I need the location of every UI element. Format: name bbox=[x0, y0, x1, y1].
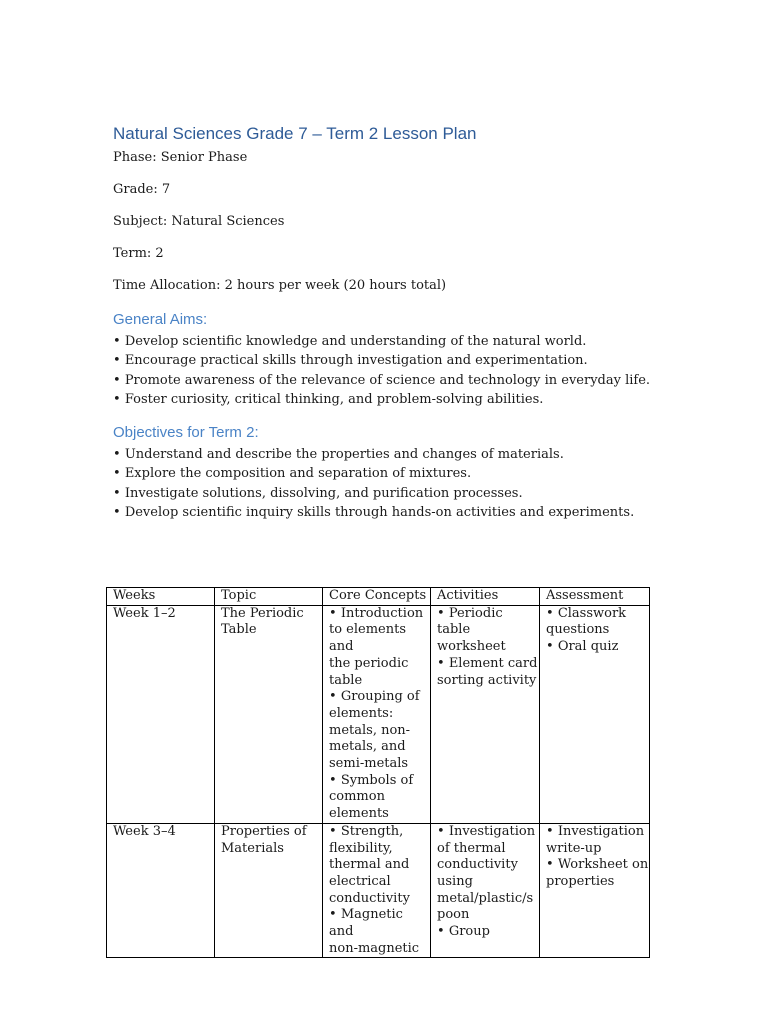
concept-line: the periodic bbox=[329, 655, 409, 671]
assessment-line: write-up bbox=[546, 840, 602, 856]
activity-line: • Investigation bbox=[437, 824, 539, 841]
activity-line: • Group bbox=[437, 924, 539, 941]
activities-cell bbox=[431, 605, 540, 823]
concept-line: elements bbox=[329, 806, 389, 822]
list-item: • Encourage practical skills through investigation and experimentation. bbox=[113, 351, 650, 370]
table-row bbox=[107, 823, 650, 958]
weeks-cell bbox=[107, 605, 215, 823]
concept-line: semi-metals bbox=[329, 756, 409, 772]
activities-cell bbox=[431, 823, 540, 958]
document-title: Natural Sciences Grade 7 – Term 2 Lesson Plan bbox=[113, 124, 477, 143]
header-core-concepts: Core Concepts bbox=[323, 588, 431, 606]
concept-line: non-magnetic bbox=[329, 940, 420, 956]
activity-line: poon bbox=[437, 907, 470, 923]
assessment-line: • Investigation bbox=[546, 824, 649, 841]
activity-line: worksheet bbox=[437, 639, 506, 655]
activity-line: • Periodic table bbox=[437, 606, 539, 639]
concept-line: • Introduction bbox=[329, 606, 430, 623]
table-header-row bbox=[107, 588, 650, 606]
list-item: • Develop scientific knowledge and understanding of the natural world. bbox=[113, 332, 650, 351]
concept-line: thermal and bbox=[329, 857, 410, 873]
topic-line: Properties of bbox=[221, 823, 307, 839]
concept-line: common bbox=[329, 789, 385, 805]
time-allocation-line: Time Allocation: 2 hours per week (20 hours total) bbox=[113, 278, 447, 293]
activity-line: • Element card bbox=[437, 656, 539, 673]
assessment-line: • Classwork bbox=[546, 606, 649, 623]
concept-line: to elements and bbox=[329, 622, 407, 655]
concept-line: • Symbols of bbox=[329, 773, 430, 790]
topic-line: The Periodic bbox=[221, 605, 304, 621]
assessment-line: properties bbox=[546, 873, 615, 889]
objectives-list bbox=[113, 445, 634, 522]
header-assessment: Assessment bbox=[540, 588, 650, 606]
lesson-plan-table bbox=[106, 587, 650, 958]
header-activities: Activities bbox=[431, 588, 540, 606]
assessment-line: questions bbox=[546, 622, 610, 638]
concept-line: metals, and bbox=[329, 739, 406, 755]
topic-cell bbox=[215, 605, 323, 823]
concept-line: flexibility, bbox=[329, 840, 393, 856]
concepts-cell bbox=[323, 823, 431, 958]
list-item: • Investigate solutions, dissolving, and purification processes. bbox=[113, 484, 634, 503]
assessment-cell bbox=[540, 605, 650, 823]
concept-line: elements: bbox=[329, 705, 394, 721]
grade-line: Grade: 7 bbox=[113, 182, 171, 197]
concept-line: conductivity bbox=[329, 890, 410, 906]
list-item: • Develop scientific inquiry skills through hands-on activities and experiments. bbox=[113, 503, 634, 522]
list-item: • Understand and describe the properties and changes of materials. bbox=[113, 445, 634, 464]
topic-cell bbox=[215, 823, 323, 958]
header-weeks: Weeks bbox=[107, 588, 215, 606]
assessment-cell bbox=[540, 823, 650, 958]
list-item: • Foster curiosity, critical thinking, and problem-solving abilities. bbox=[113, 390, 650, 409]
concepts-cell bbox=[323, 605, 431, 823]
objectives-heading: Objectives for Term 2: bbox=[113, 424, 259, 441]
activity-line: using bbox=[437, 873, 473, 889]
table-row bbox=[107, 605, 650, 823]
concept-line: metals, non- bbox=[329, 722, 411, 738]
general-aims-list bbox=[113, 332, 650, 409]
concept-line: table bbox=[329, 672, 363, 688]
concept-line: • Strength, bbox=[329, 824, 430, 841]
activity-line: conductivity bbox=[437, 857, 518, 873]
concept-line: electrical bbox=[329, 873, 391, 889]
activity-line: sorting activity bbox=[437, 672, 537, 688]
phase-line: Phase: Senior Phase bbox=[113, 150, 248, 165]
activity-line: of thermal bbox=[437, 840, 506, 856]
topic-line: Materials bbox=[221, 840, 284, 856]
term-line: Term: 2 bbox=[113, 246, 164, 261]
assessment-line: • Worksheet on bbox=[546, 857, 649, 874]
concept-line: • Magnetic and bbox=[329, 907, 430, 940]
topic-line: Table bbox=[221, 622, 257, 638]
list-item: • Explore the composition and separation of mixtures. bbox=[113, 464, 634, 483]
assessment-line: • Oral quiz bbox=[546, 639, 649, 656]
weeks-text: Week 3–4 bbox=[113, 823, 176, 839]
header-topic: Topic bbox=[215, 588, 323, 606]
list-item: • Promote awareness of the relevance of science and technology in everyday life. bbox=[113, 371, 650, 390]
subject-line: Subject: Natural Sciences bbox=[113, 214, 285, 229]
concept-line: • Grouping of bbox=[329, 689, 430, 706]
activity-line: metal/plastic/s bbox=[437, 890, 534, 906]
weeks-text: Week 1–2 bbox=[113, 605, 176, 621]
general-aims-heading: General Aims: bbox=[113, 311, 208, 328]
weeks-cell bbox=[107, 823, 215, 958]
